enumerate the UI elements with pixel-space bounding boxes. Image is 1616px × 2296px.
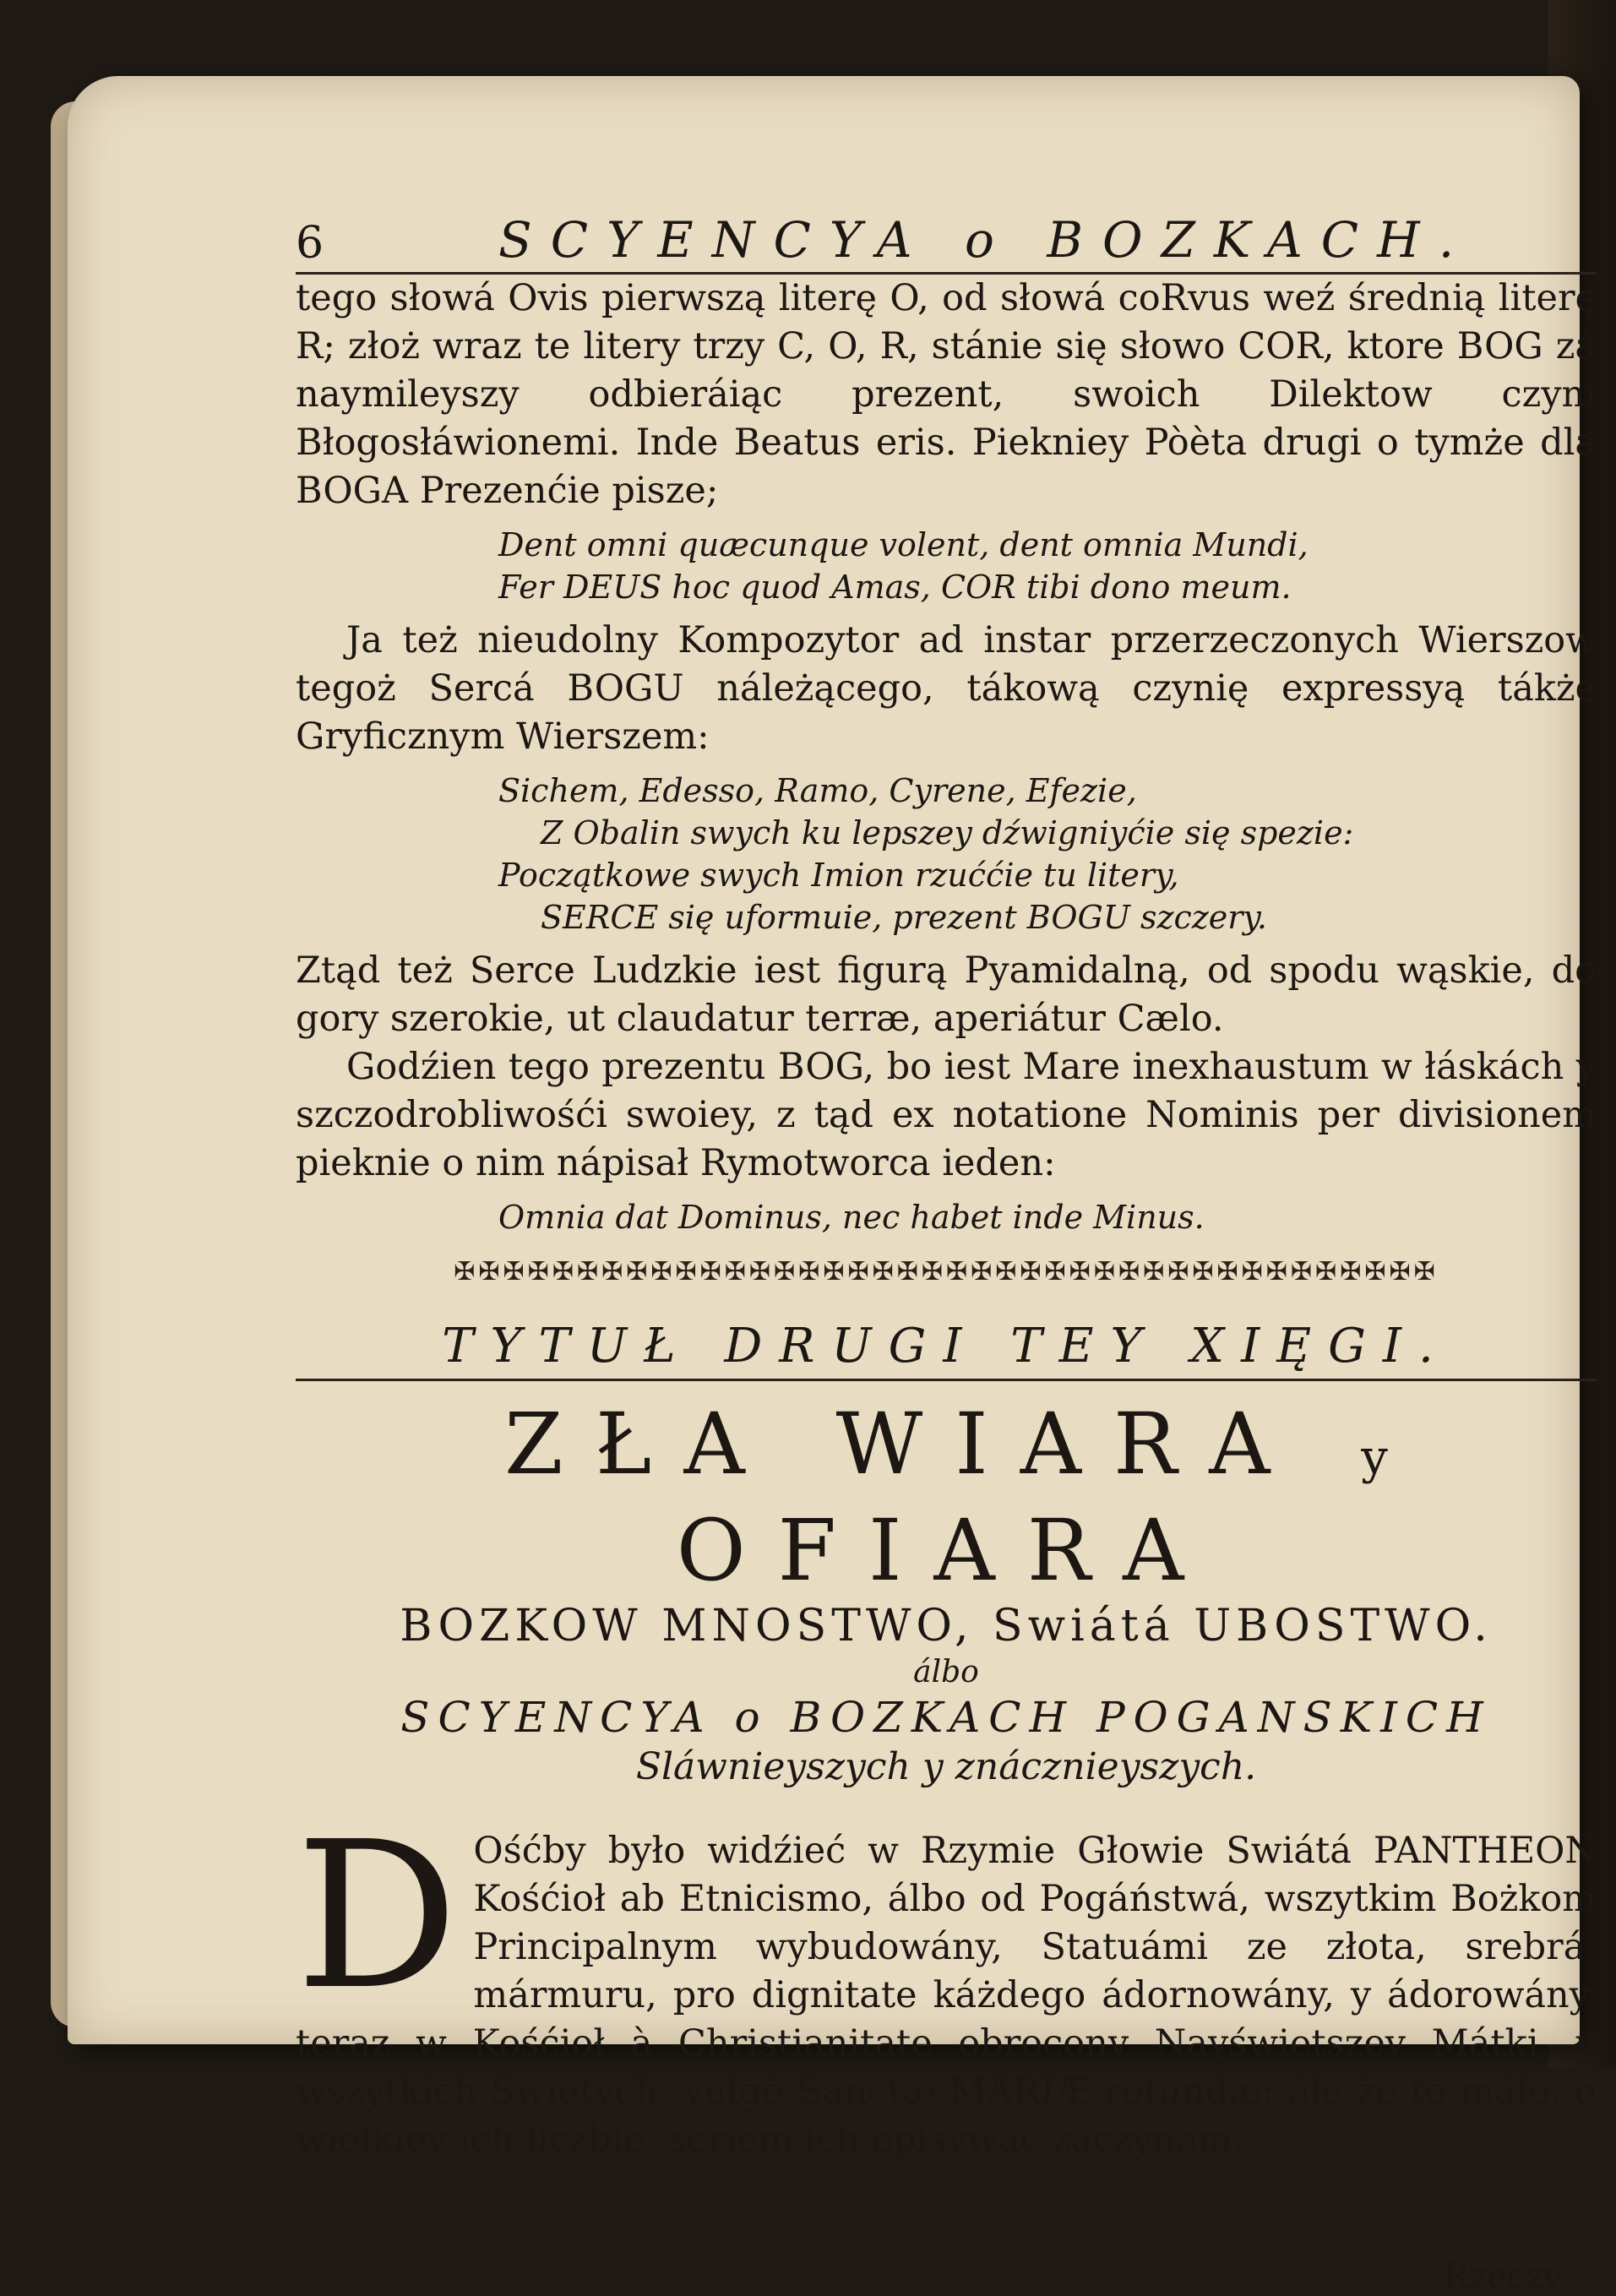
verse-block-2 [296,770,1597,939]
title-part-1: ZŁA WIARA [504,1395,1303,1493]
paragraph-4: Godźien tego prezentu BOG, bo iest Mare inexhaustum w łáskách y szczodrobliwośći swoiey, z tąd ex notatione Nominis per divisionem pieknie o nim nápisał Rymotworca ieden: [296,1046,1597,1184]
title-conjunction: y [1361,1430,1388,1485]
title-line-2: BOZKOW MNOSTWO, Swiátá UBOSTWO. [400,1601,1493,1651]
section-subtitle: TYTUŁ DRUGI TEY XIĘGI. [296,1319,1597,1381]
verse-line: Sichem, Edesso, Ramo, Cyrene, Efezie, [498,772,1137,809]
page-number: 6 [296,218,324,269]
ornament-rule: ✠✠✠✠✠✠✠✠✠✠✠✠✠✠✠✠✠✠✠✠✠✠✠✠✠✠✠✠✠✠✠✠✠✠✠✠✠✠✠✠ [454,1257,1439,1287]
verse-line: SERCE się uformuie, prezent BOGU szczery. [541,899,1267,936]
book-page [68,76,1597,2296]
page-content [296,211,1597,2296]
title-line-4: Sláwnieyszych y znácznieyszych. [635,1745,1257,1788]
verse-line: Z Obalin swych ku lepszey dźwigniyćie się spezie: [541,814,1354,851]
title-part-2: OFIARA [676,1501,1216,1600]
verse-block-1 [296,524,1597,608]
title-line-3: SCYENCYA o BOZKACH POGANSKICH [400,1693,1492,1742]
catchword: Rzeczy [1444,2257,1563,2296]
intro-paragraph: tego słowá Ovis pierwszą literę O, od słowá coRvus weź średnią literę R; złoż wraz te litery trzy C, O, R, stánie się słowo COR, ktore BOG zá naymileyszy odbieráiąc prezent, swoich Dilektow czyni Błogosłáwionemi. Inde Beatus eris. Piekniey Pòèta drugi o tymże dla BOGA Prezenćie pisze; [296,277,1597,512]
drop-cap: D [296,1798,459,2034]
body-section [296,1798,1597,2164]
verse-line: Omnia dat Dominus, nec habet inde Minus. [498,1199,1205,1236]
verse-line: Dent omni quæcunque volent, dent omnia Mundi, [498,526,1309,563]
verse-line: Początkowe swych Imion rzuććie tu litery, [498,857,1179,894]
section-title [296,1395,1597,1600]
paragraph-3: Ztąd też Serce Ludzkie iest figurą Pyamidalną, od spodu wąskie, do gory szerokie, ut claudatur terræ, aperiátur Cælo. [296,949,1597,1040]
running-title: SCYENCYA o BOZKACH. [498,211,1473,269]
body-paragraph: Ośćby było widźieć w Rzymie Głowie Swiátá PANTHEON Kośćioł ab Etnicismo, álbo od Pogáństwá, wszytkim Bożkom Principalnym wybudowány, Statuámi ze złota, srebrá, mármuru, pro dignitate káżdego ádornowány, y ádorowány, teraz w Kośćioł à Christianitate obrocony Nayświętszey Mátki, y wszytkich Swiętych, vulgò Sanctæ MARIÆ rotundæ; ále że to máło, o wielkiey ich liczbie, seriem ich opisywáć záczynam. [296,1830,1597,2161]
running-head [296,211,1597,275]
verse-line: Fer DEUS hoc quod Amas, COR tibi dono meum. [498,569,1292,606]
paragraph-2: Ja też nieudolny Kompozytor ad instar przerzeczonych Wierszow tegoż Sercá BOGU náleżącego, tákową czynię expressyą tákże Gryficznym Wierszem: [296,619,1597,758]
verse-block-3 [296,1196,1597,1238]
title-albo: álbo [913,1655,979,1689]
